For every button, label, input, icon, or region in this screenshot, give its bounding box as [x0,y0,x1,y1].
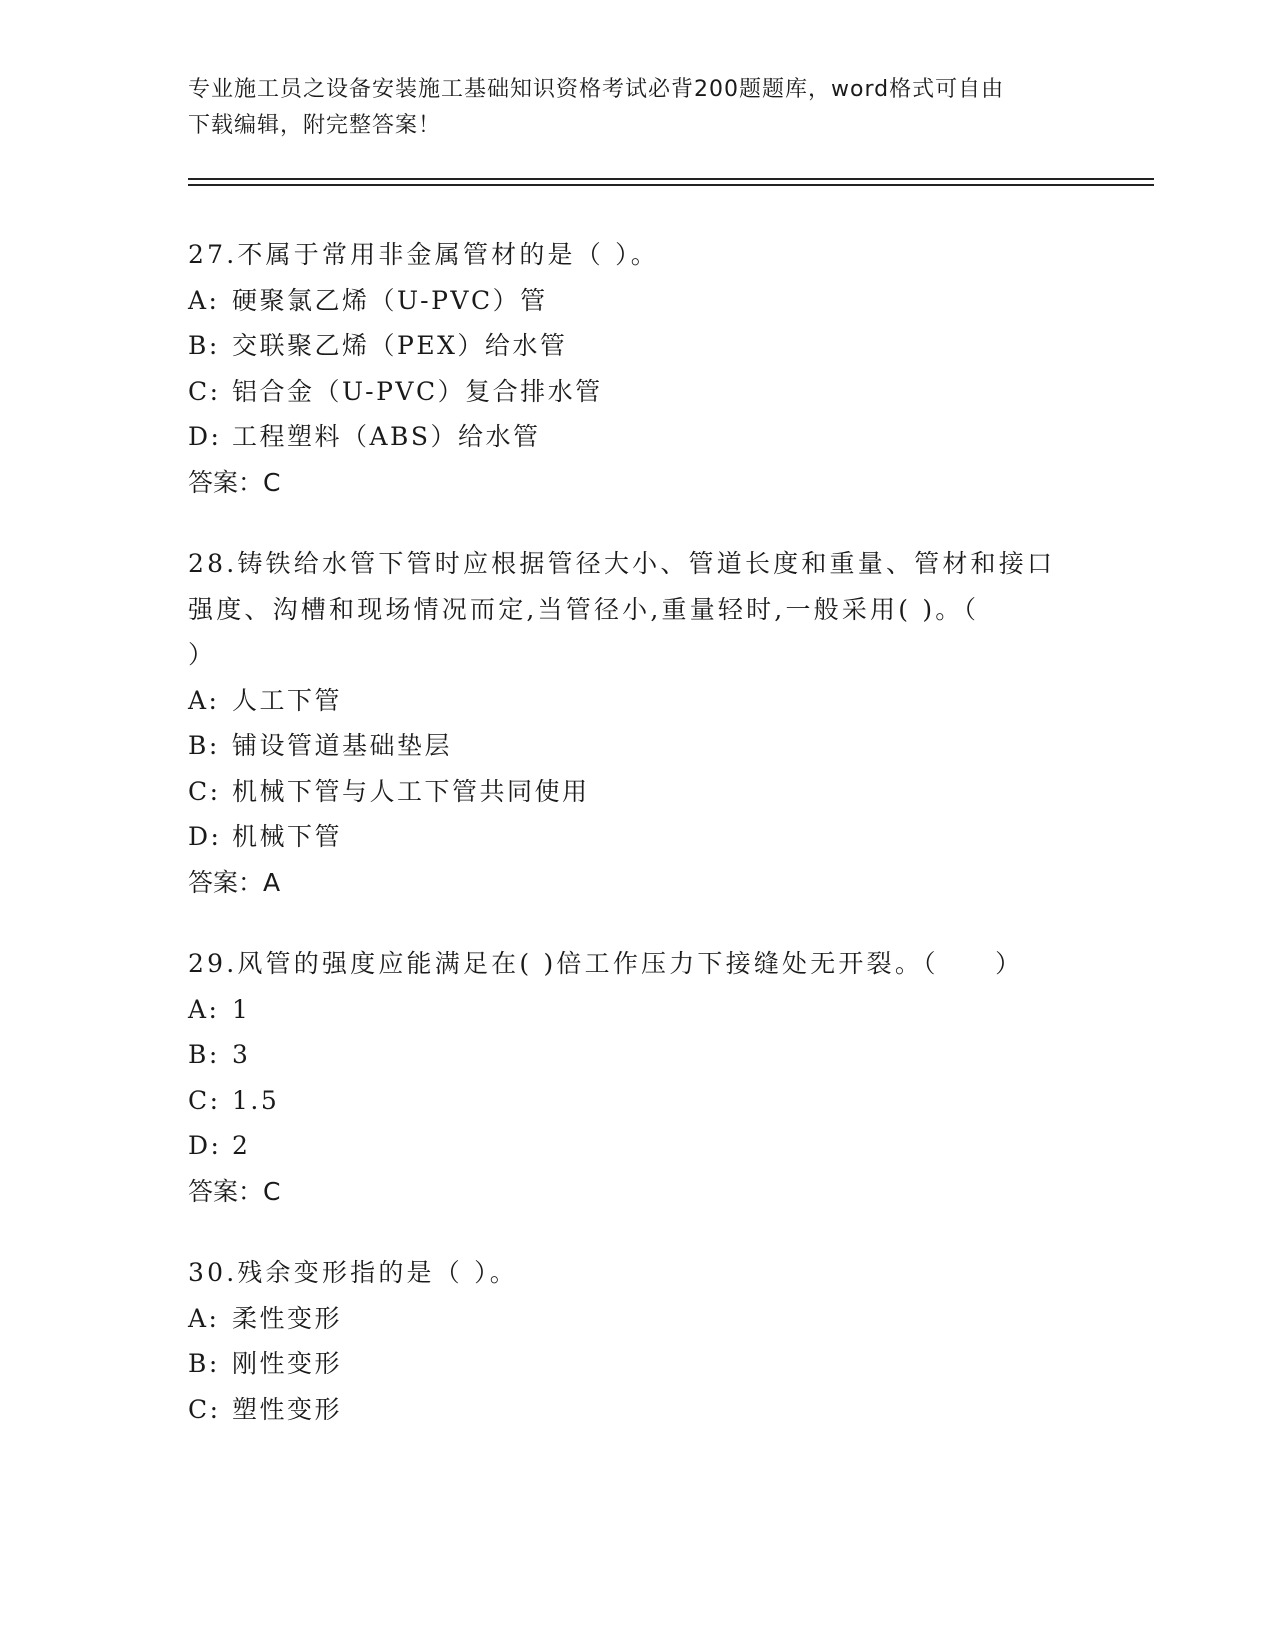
option-key: A: [188,285,220,315]
option-d [188,414,1088,460]
option-key: B: [188,731,220,760]
question-stem-line-1: 28.铸铁给水管下管时应根据管径大小、管道长度和重量、管材和接口 [188,549,1056,578]
option-b [188,723,1088,769]
option-key: D: [188,1131,222,1160]
option-key: C: [188,1085,221,1115]
option-b [188,323,1088,369]
option-text: 工程塑料（ABS）给水管 [232,422,541,451]
option-text: 2 [232,1131,251,1160]
option-a [188,987,1088,1033]
option-text: 交联聚乙烯（PEX）给水管 [232,331,568,360]
option-text: 硬聚氯乙烯（U-PVC）管 [232,285,548,315]
answer: 答案：A [188,867,281,897]
question-stem-line-2: 强度、沟槽和现场情况而定,当管径小,重量轻时,一般采用( )。（ [188,594,980,624]
option-key: C: [188,1394,221,1424]
option-a [188,1296,1088,1342]
option-a [188,278,1088,324]
option-text: 刚性变形 [232,1349,343,1378]
answer: 答案：C [188,467,281,497]
question-29 [188,941,1088,1214]
question-28 [188,541,1088,905]
question-27 [188,232,1088,505]
option-key: A: [188,1303,220,1333]
option-key: B: [188,1040,220,1069]
option-text: 机械下管 [232,822,343,851]
option-key: C: [188,376,221,406]
answer: 答案：C [188,1176,281,1206]
header-line-2: 下载编辑，附完整答案！ [188,113,442,138]
option-text: 塑性变形 [232,1394,343,1424]
option-text: 机械下管与人工下管共同使用 [232,776,590,806]
option-text: 铺设管道基础垫层 [232,731,453,760]
question-stem: 30.残余变形指的是（ ）。 [188,1258,519,1287]
question-stem: 27.不属于常用非金属管材的是（ ）。 [188,240,660,269]
option-text: 柔性变形 [232,1303,343,1333]
option-d [188,1123,1088,1169]
header-line-1: 专业施工员之设备安装施工基础知识资格考试必背200题题库，word格式可自由 [188,77,1005,102]
option-c [188,369,1088,415]
question-30 [188,1250,1088,1432]
question-stem-line-3: ） [188,640,217,669]
option-key: B: [188,1349,220,1378]
option-a [188,678,1088,724]
option-text: 1.5 [232,1085,280,1115]
option-text: 铝合金（U-PVC）复合排水管 [232,376,603,406]
header-rule-bottom [188,184,1154,186]
option-text: 人工下管 [232,685,343,715]
option-text: 1 [232,994,251,1024]
question-list [188,232,1088,1468]
document-header [188,72,1088,144]
header-rule-top [188,178,1154,180]
option-key: B: [188,331,220,360]
option-key: A: [188,685,220,715]
option-key: D: [188,422,222,451]
option-text: 3 [232,1040,251,1069]
option-c [188,769,1088,815]
option-b [188,1032,1088,1078]
question-stem: 29.风管的强度应能满足在( )倍工作压力下接缝处无开裂。（ ） [188,949,1024,978]
option-c [188,1078,1088,1124]
option-key: D: [188,822,222,851]
option-d [188,814,1088,860]
option-b [188,1341,1088,1387]
option-c [188,1387,1088,1433]
option-key: C: [188,776,221,806]
option-key: A: [188,994,220,1024]
